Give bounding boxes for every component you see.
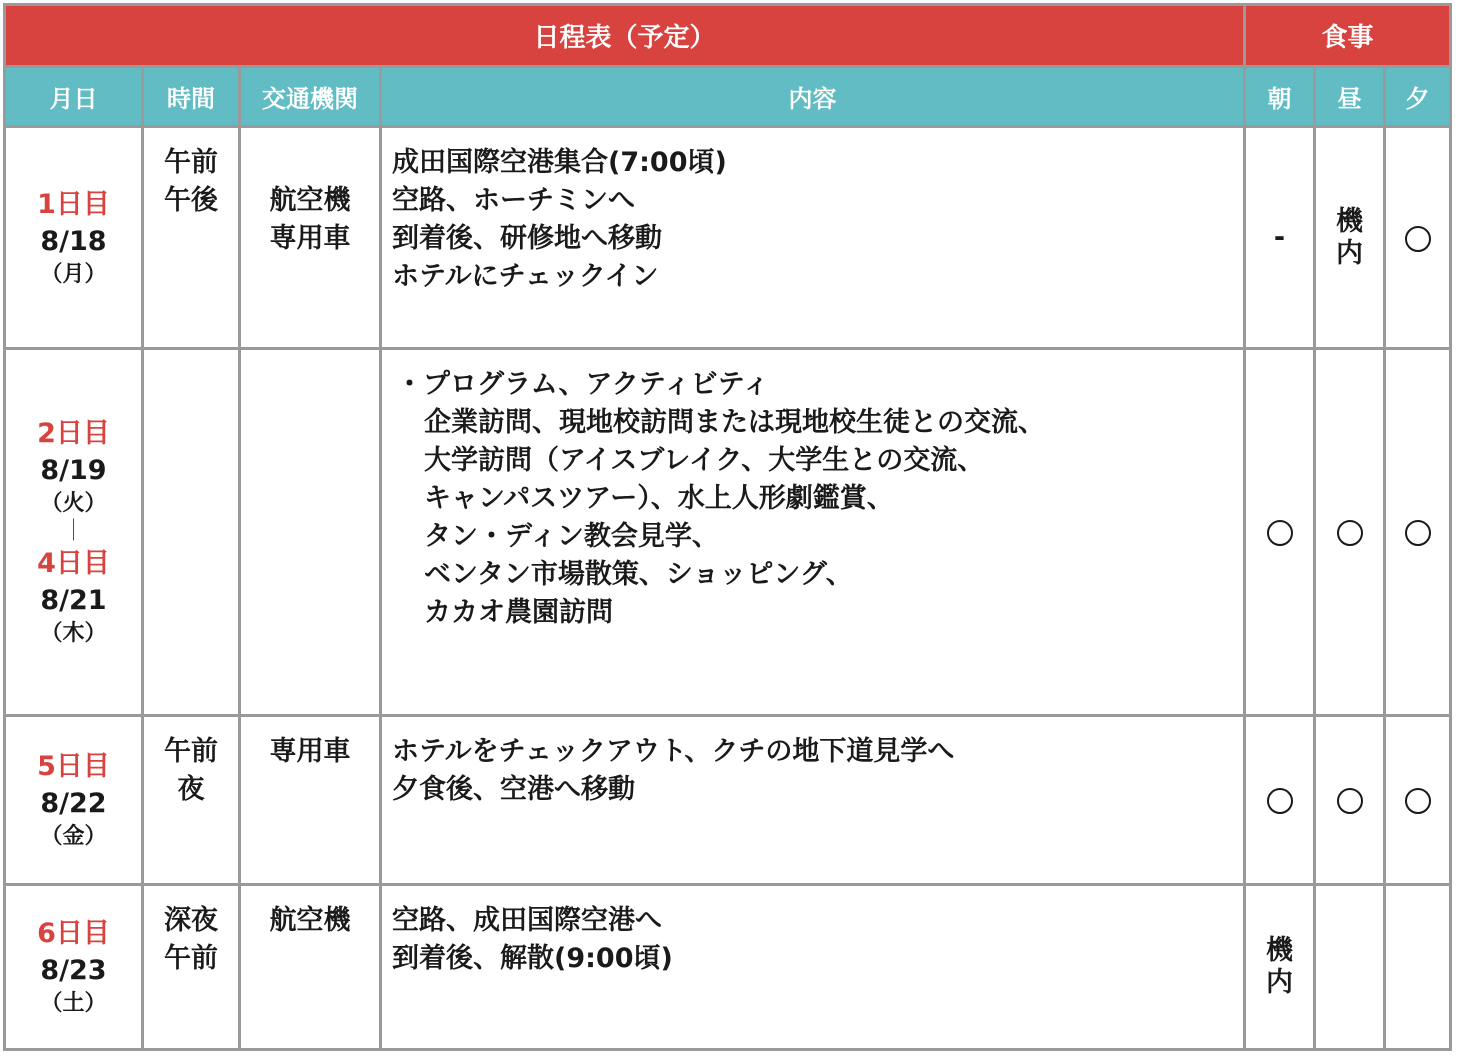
circle-mark bbox=[1405, 520, 1431, 546]
content-line: カカオ農園訪問 bbox=[424, 597, 613, 628]
lunch-cell bbox=[1315, 885, 1385, 1050]
date-label: 8/23 bbox=[40, 955, 107, 986]
dinner-cell bbox=[1385, 885, 1451, 1050]
transport-cell bbox=[240, 349, 381, 716]
weekday-label: （土） bbox=[40, 991, 107, 1016]
breakfast-cell bbox=[1245, 349, 1315, 716]
transport-cell bbox=[240, 127, 381, 349]
schedule-title: 日程表（予定） bbox=[5, 5, 1245, 67]
day-label: 6日目 bbox=[37, 918, 110, 949]
circle-mark bbox=[1267, 788, 1293, 814]
date-cell bbox=[5, 716, 143, 885]
date-label: 8/21 bbox=[40, 585, 107, 616]
content-cell bbox=[381, 127, 1245, 349]
weekday-label: （金） bbox=[40, 824, 107, 849]
lunch-cell bbox=[1315, 349, 1385, 716]
date-label: 8/18 bbox=[40, 225, 107, 257]
day-label: 4日目 bbox=[37, 548, 110, 579]
circle-mark bbox=[1337, 788, 1363, 814]
date-label: 8/22 bbox=[40, 788, 107, 819]
dinner-cell bbox=[1385, 349, 1451, 716]
time-cell bbox=[143, 349, 240, 716]
col-lunch: 昼 bbox=[1315, 67, 1385, 127]
lunch-value: 機内 bbox=[1336, 205, 1363, 269]
content-cell bbox=[381, 349, 1245, 716]
content-line: 到着後、解散(9:00頃) bbox=[392, 943, 673, 974]
lunch-cell bbox=[1315, 716, 1385, 885]
content-cell bbox=[381, 716, 1245, 885]
dinner-cell bbox=[1385, 716, 1451, 885]
date-cell bbox=[5, 885, 143, 1050]
content-line: 企業訪問、現地校訪問または現地校生徒との交流、 bbox=[424, 407, 1045, 438]
table-row bbox=[5, 349, 1451, 716]
breakfast-cell bbox=[1245, 127, 1315, 349]
day-label: 5日目 bbox=[37, 751, 110, 782]
meals-header: 食事 bbox=[1245, 5, 1451, 67]
breakfast-cell bbox=[1245, 716, 1315, 885]
transport-label: 航空機 bbox=[269, 185, 351, 216]
table-row bbox=[5, 127, 1451, 349]
transport-label: 専用車 bbox=[269, 223, 351, 254]
title-row bbox=[5, 5, 1451, 67]
content-line: 成田国際空港集合(7:00頃) bbox=[392, 147, 727, 178]
day-label: 2日目 bbox=[37, 418, 110, 449]
time-label: 午前 bbox=[164, 736, 218, 767]
content-line: ベンタン市場散策、ショッピング、 bbox=[424, 559, 853, 590]
time-label: 深夜 bbox=[164, 905, 218, 936]
content-line: ホテルをチェックアウト、クチの地下道見学へ bbox=[392, 736, 955, 767]
lunch-cell bbox=[1315, 127, 1385, 349]
date-label: 8/19 bbox=[40, 455, 107, 486]
weekday-label: （火） bbox=[40, 491, 107, 516]
content-line: キャンパスツアー）、水上人形劇鑑賞、 bbox=[424, 483, 894, 514]
breakfast-value: - bbox=[1273, 222, 1286, 253]
content-cell bbox=[381, 885, 1245, 1050]
weekday-label: （木） bbox=[40, 621, 107, 646]
content-line: 空路、成田国際空港へ bbox=[392, 905, 662, 936]
content-line: ホテルにチェックイン bbox=[392, 261, 659, 292]
dinner-cell bbox=[1385, 127, 1451, 349]
time-label: 午前 bbox=[164, 943, 218, 974]
transport-label: 航空機 bbox=[269, 905, 351, 936]
schedule-table bbox=[3, 3, 1452, 1051]
time-cell bbox=[143, 885, 240, 1050]
circle-mark bbox=[1405, 226, 1431, 252]
content-line: 大学訪問（アイスブレイク、大学生との交流、 bbox=[424, 445, 985, 476]
col-date: 月日 bbox=[5, 67, 143, 127]
content-line: 空路、ホーチミンへ bbox=[392, 185, 635, 216]
table-row bbox=[5, 716, 1451, 885]
date-cell bbox=[5, 349, 143, 716]
range-separator: ｜ bbox=[62, 519, 85, 544]
content-line: ・プログラム、アクティビティ bbox=[396, 369, 770, 400]
content-line: タン・ディン教会見学、 bbox=[424, 521, 719, 552]
col-dinner: 夕 bbox=[1385, 67, 1451, 127]
circle-mark bbox=[1405, 788, 1431, 814]
col-transport: 交通機関 bbox=[240, 67, 381, 127]
breakfast-cell bbox=[1245, 885, 1315, 1050]
time-cell bbox=[143, 127, 240, 349]
transport-cell bbox=[240, 716, 381, 885]
table-row bbox=[5, 885, 1451, 1050]
day-label: 1日目 bbox=[37, 188, 110, 220]
breakfast-value: 機内 bbox=[1266, 935, 1293, 998]
time-label: 午前 bbox=[164, 147, 218, 178]
time-label: 午後 bbox=[164, 185, 218, 216]
circle-mark bbox=[1267, 520, 1293, 546]
content-line: 夕食後、空港へ移動 bbox=[392, 774, 635, 805]
col-content: 内容 bbox=[381, 67, 1245, 127]
transport-label: 専用車 bbox=[269, 736, 351, 767]
col-time: 時間 bbox=[143, 67, 240, 127]
weekday-label: （月） bbox=[40, 261, 107, 287]
col-breakfast: 朝 bbox=[1245, 67, 1315, 127]
time-cell bbox=[143, 716, 240, 885]
date-cell bbox=[5, 127, 143, 349]
transport-cell bbox=[240, 885, 381, 1050]
column-header-row bbox=[5, 67, 1451, 127]
time-label: 夜 bbox=[177, 774, 205, 805]
content-line: 到着後、研修地へ移動 bbox=[392, 223, 662, 254]
circle-mark bbox=[1337, 520, 1363, 546]
